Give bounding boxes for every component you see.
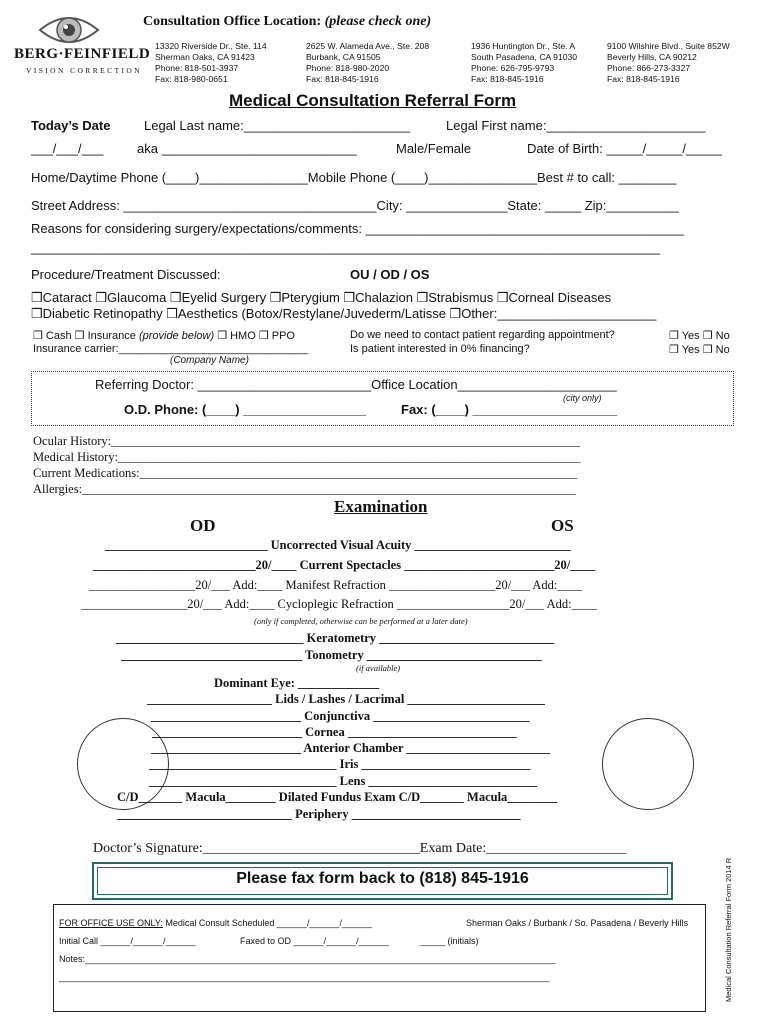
eye-logo-icon bbox=[38, 12, 100, 48]
insurance-carrier-field[interactable]: Insurance carrier:_______________________________ bbox=[33, 343, 309, 355]
dilated-fundus-row[interactable]: C/D_______ Macula________ Dilated Fundus Exam C/D_______ Macula________ bbox=[117, 790, 558, 804]
current-medications-field[interactable]: Current Medications:______________________________________________________________________ bbox=[33, 466, 578, 480]
procedure-label: Procedure/Treatment Discussed: bbox=[31, 267, 221, 282]
od-phone-field[interactable]: O.D. Phone: (____) _________________ bbox=[124, 402, 367, 417]
office-burbank[interactable]: 2625 W. Alameda Ave., Ste. 208 Burbank, CA 91505 Phone: 818-980-2020 Fax: 818-845-1916 bbox=[306, 41, 430, 84]
financing-question: Is patient interested in 0% financing? bbox=[350, 343, 530, 355]
uncorrected-visual-acuity-row[interactable]: __________________________ Uncorrected Visual Acuity _________________________ bbox=[105, 538, 571, 552]
logo-wordmark: BERG·FEINFIELD bbox=[14, 46, 151, 62]
if-available-note: (if available) bbox=[356, 663, 401, 673]
dob-field[interactable]: Date of Birth: _____/_____/_____ bbox=[527, 141, 723, 156]
office-south-pasadena[interactable]: 1936 Huntington Dr., Ste. A South Pasadena, CA 91030 Phone: 626-795-9793 Fax: 818-845-1916 bbox=[471, 41, 578, 84]
legal-first-name-field[interactable]: Legal First name:______________________ bbox=[446, 118, 706, 133]
payment-checkboxes[interactable]: ❒ Cash ❒ Insurance (provide below) ❒ HMO ❒ PPO bbox=[33, 330, 295, 342]
fax-back-banner bbox=[92, 862, 673, 900]
company-name-hint: (Company Name) bbox=[170, 355, 249, 366]
cycloplegic-note: (only if completed, otherwise can be performed at a later date) bbox=[254, 616, 468, 626]
legal-last-name-field[interactable]: Legal Last name:_______________________ bbox=[144, 118, 411, 133]
od-fax-field[interactable]: Fax: (____) ____________________ bbox=[401, 402, 618, 417]
cycloplegic-refraction-row[interactable]: _________________20/___ Add:____ Cycloplegic Refraction __________________20/___ Add:____ bbox=[81, 597, 597, 611]
os-eye-drawing-circle[interactable] bbox=[602, 718, 694, 810]
office-sherman-oaks[interactable]: 13320 Riverside Dr., Ste. 114 Sherman Oaks, CA 91423 Phone: 818-501-3937 Fax: 818-980-0651 bbox=[155, 41, 267, 84]
lens-row[interactable]: ______________________________ Lens ___________________________ bbox=[149, 774, 538, 788]
reasons-field[interactable]: Reasons for considering surgery/expectations/comments: ____________________________________________ bbox=[31, 221, 684, 236]
aka-field[interactable]: aka ___________________________ bbox=[137, 141, 357, 156]
notes-field[interactable]: Notes:______________________________________________________________________________________________ bbox=[59, 954, 556, 964]
lids-lashes-row[interactable]: ____________________ Lids / Lashes / Lacrimal ______________________ bbox=[147, 692, 545, 706]
logo-subtitle: VISION CORRECTION bbox=[26, 66, 143, 75]
contact-question: Do we need to contact patient regarding appointment? bbox=[350, 329, 615, 341]
anterior-chamber-row[interactable]: ________________________ Anterior Chamber _______________________ bbox=[151, 741, 551, 755]
office-use-locations[interactable]: Sherman Oaks / Burbank / So. Pasadena / Beverly Hills bbox=[466, 918, 689, 928]
financing-yes-no[interactable]: ❒ Yes ❒ No bbox=[669, 344, 730, 356]
office-beverly-hills[interactable]: 9100 Wilshire Blvd., Suite 852W Beverly Hills, CA 90212 Phone: 866-273-3327 Fax: 818-845-1916 bbox=[607, 41, 730, 84]
signature-exam-date-field[interactable]: Doctor’s Signature:_______________________________Exam Date:____________________ bbox=[93, 841, 627, 856]
os-heading: OS bbox=[551, 516, 574, 535]
form-title: Medical Consultation Referral Form bbox=[229, 91, 517, 110]
eye-choice[interactable]: OU / OD / OS bbox=[350, 267, 430, 282]
ocular-history-field[interactable]: Ocular History:___________________________________________________________________________ bbox=[33, 434, 580, 448]
reasons-field-line2[interactable]: _______________________________________________________________________________________ bbox=[31, 240, 661, 255]
dominant-eye-field[interactable]: Dominant Eye: _____________ bbox=[214, 676, 380, 690]
form-version-side-text: Medical Consultation Referral Form 2014 R bbox=[724, 857, 733, 1002]
initials-field[interactable]: _____ (initials) bbox=[420, 936, 479, 946]
iris-row[interactable]: ______________________________ Iris ___________________________ bbox=[149, 757, 531, 771]
office-use-scheduled[interactable]: FOR OFFICE USE ONLY: Medical Consult Scheduled ______/______/______ bbox=[59, 918, 373, 928]
current-spectacles-row[interactable]: __________________________20/____ Current Spectacles ________________________20/____ bbox=[93, 558, 596, 572]
allergies-field[interactable]: Allergies:_______________________________________________________________________________ bbox=[33, 482, 576, 496]
phone-fields[interactable]: Home/Daytime Phone (____)_______________Mobile Phone (____)_______________Best # to call: ________ bbox=[31, 170, 677, 185]
address-fields[interactable]: Street Address: ___________________________________City: ______________State: _____ Zip:__________ bbox=[31, 198, 679, 213]
faxed-to-od-field[interactable]: Faxed to OD ______/______/______ bbox=[240, 936, 389, 946]
conjunctiva-row[interactable]: ________________________ Conjunctiva _________________________ bbox=[151, 709, 530, 723]
sex-field[interactable]: Male/Female bbox=[396, 141, 472, 156]
od-heading: OD bbox=[190, 516, 216, 535]
cornea-row[interactable]: ________________________ Cornea ___________________________ bbox=[152, 725, 517, 739]
periphery-row[interactable]: ____________________________ Periphery ___________________________ bbox=[117, 807, 521, 821]
medical-history-field[interactable]: Medical History:__________________________________________________________________________ bbox=[33, 450, 581, 464]
notes-field-line2[interactable]: __________________________________________________________________________________________________ bbox=[59, 972, 550, 982]
fax-back-text: Please fax form back to (818) 845-1916 bbox=[236, 870, 529, 887]
referring-doctor-field[interactable]: Referring Doctor: ________________________Office Location______________________ bbox=[95, 377, 617, 392]
city-only-hint: (city only) bbox=[563, 393, 602, 403]
manifest-refraction-row[interactable]: _________________20/___ Add:____ Manifest Refraction _________________20/___ Add:____ bbox=[89, 578, 583, 592]
office-location-heading: Consultation Office Location: (please check one) bbox=[143, 14, 432, 29]
conditions-checkboxes-row1[interactable]: ❒Cataract ❒Glaucoma ❒Eyelid Surgery ❒Pterygium ❒Chalazion ❒Strabismus ❒Corneal Diseases bbox=[31, 290, 612, 305]
conditions-checkboxes-row2[interactable]: ❒Diabetic Retinopathy ❒Aesthetics (Botox/Restylane/Juvederm/Latisse ❒Other:______________________ bbox=[31, 306, 657, 321]
todays-date-label: Today’s Date bbox=[31, 118, 111, 133]
examination-heading: Examination bbox=[334, 497, 428, 516]
initial-call-field[interactable]: Initial Call ______/______/______ bbox=[59, 936, 196, 946]
todays-date-field[interactable]: ___/___/___ bbox=[31, 141, 104, 156]
contact-yes-no[interactable]: ❒ Yes ❒ No bbox=[669, 330, 730, 342]
keratometry-row[interactable]: ______________________________ Keratometry ____________________________ bbox=[116, 631, 555, 645]
tonometry-row[interactable]: _____________________________ Tonometry ____________________________ bbox=[121, 648, 542, 662]
